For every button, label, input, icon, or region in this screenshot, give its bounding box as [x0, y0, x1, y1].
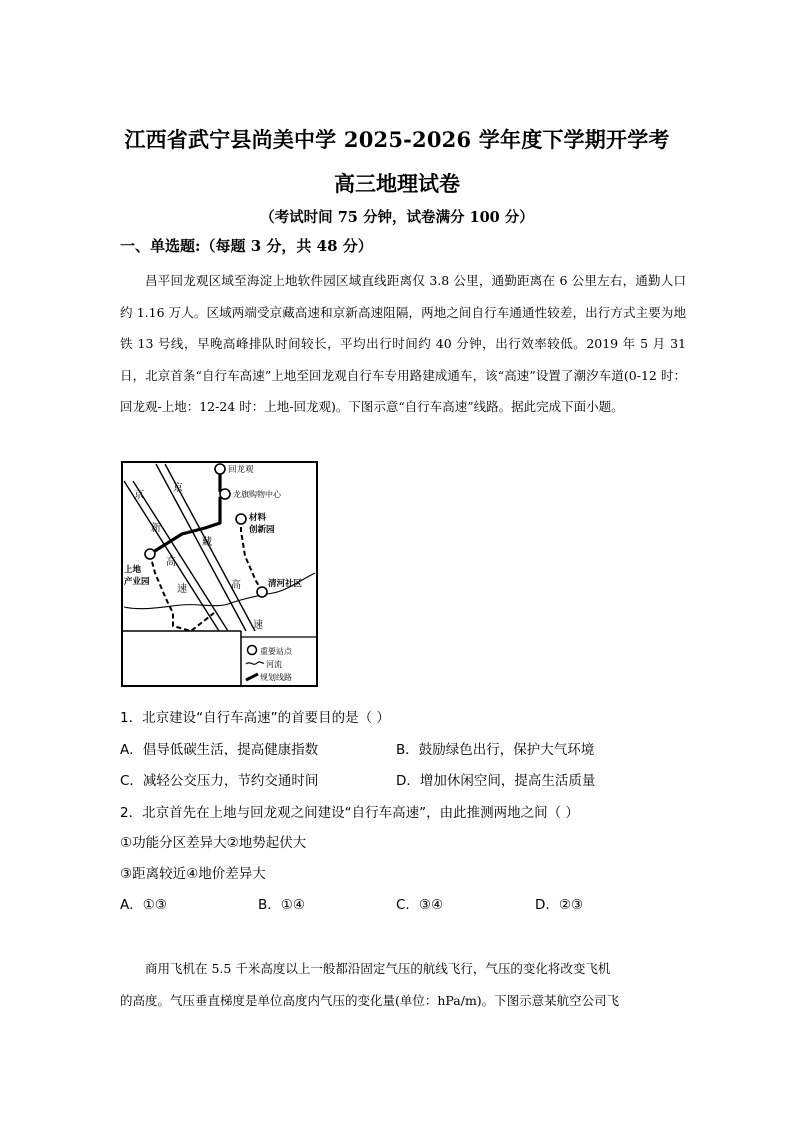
label-jingxin-jing: 京: [134, 490, 144, 501]
label-huilongguan: 回龙观: [228, 465, 254, 475]
passage-2-cont: [120, 985, 686, 1017]
legend-station-icon: [248, 646, 257, 655]
station-cailiao: [236, 514, 246, 524]
label-jingzang-jing: 京: [173, 483, 183, 494]
label-jingzang-zang: 藏: [202, 537, 212, 548]
exam-title-line1: 江西省武宁县尚美中学 2025-2026 学年度下学期开学考: [124, 127, 670, 152]
question-2-statement-line2: ③距离较近④地价差异大: [120, 866, 266, 882]
passage-2-line2: 的高度。气压垂直梯度是单位高度内气压的变化量(单位：hPa/m)。下图示意某航空公司飞: [120, 993, 620, 1008]
station-longqi: [220, 489, 230, 499]
label-qinghe: 清河社区: [268, 579, 303, 589]
passage-1: [120, 265, 686, 423]
label-cailiao-2: 创新园: [249, 525, 275, 535]
station-huilongguan: [215, 464, 225, 474]
question-1-stem: 1．北京建设“自行车高速”的首要目的是（ ）: [120, 710, 390, 726]
question-1-option-c[interactable]: C．减轻公交压力，节约交通时间: [120, 773, 319, 789]
label-cailiao-1: 材料: [249, 513, 267, 523]
legend-river-label: 河流: [266, 660, 282, 669]
label-shangdi-2: 产业园: [124, 577, 150, 587]
label-shangdi-1: 上地: [124, 565, 142, 575]
label-jingxin-xin: 新: [151, 523, 161, 534]
section-heading: 一、单选题:（每题 3 分，共 48 分）: [120, 237, 373, 255]
exam-title-line2: 高三地理试卷: [334, 171, 460, 196]
exam-info: （考试时间 75 分钟，试卷满分 100 分）: [260, 209, 534, 226]
passage-2: [120, 953, 686, 985]
legend-route-label: 规划线路: [260, 673, 292, 682]
bike-highway-map: [121, 461, 318, 687]
station-qinghe: [257, 587, 267, 597]
question-2-option-c[interactable]: C．③④: [396, 897, 444, 913]
passage-1-text: 昌平回龙观区域至海淀上地软件园区域直线距离仅 3.8 公里，通勤距离在 6 公里左右，通勤人口约 1.16 万人。区域两端受京藏高速和京新高速阻隔，两地之间自行车通通性较差，出行方式主要为地铁 13 号线，早晚高峰排队时间较长，平均出行时间约 40 分钟，出行效率较低。2019 年 5 月 31 日，北京首条“自行车高速”上地至回龙观自行车专用路建成通车，该“高速”设置了潮汐车道(0-12 时：回龙观-上地：12-24 时：上地-回龙观)。下图示意“自行车高速”线路。据此完成下面小题。: [120, 273, 686, 414]
question-2-stem: 2．北京首先在上地与回龙观之间建设“自行车高速”，由此推测两地之间（ ）: [120, 805, 579, 821]
label-jingzang-gao: 高: [231, 580, 241, 591]
question-2-statement-line1: ①功能分区差异大②地势起伏大: [120, 835, 307, 851]
question-2-option-a[interactable]: A．①③: [120, 897, 167, 913]
question-1-option-a[interactable]: A．倡导低碳生活，提高健康指数: [120, 742, 319, 758]
label-jingxin-su: 速: [177, 584, 187, 595]
question-2-option-d[interactable]: D．②③: [535, 897, 584, 913]
question-2-option-b[interactable]: B．①④: [258, 897, 305, 913]
legend-station-label: 重要站点: [260, 647, 292, 656]
station-shangdi: [145, 549, 155, 559]
question-1-option-b[interactable]: B．鼓励绿色出行，保护大气环境: [396, 742, 595, 758]
label-longqi: 龙旗购物中心: [233, 490, 281, 499]
passage-2-line1: 商用飞机在 5.5 千米高度以上一般都沿固定气压的航线飞行，气压的变化将改变飞机: [145, 961, 611, 976]
label-jingzang-su: 速: [253, 620, 263, 631]
question-1-option-d[interactable]: D．增加休闲空间，提高生活质量: [396, 773, 596, 789]
label-jingxin-gao: 高: [166, 557, 176, 568]
